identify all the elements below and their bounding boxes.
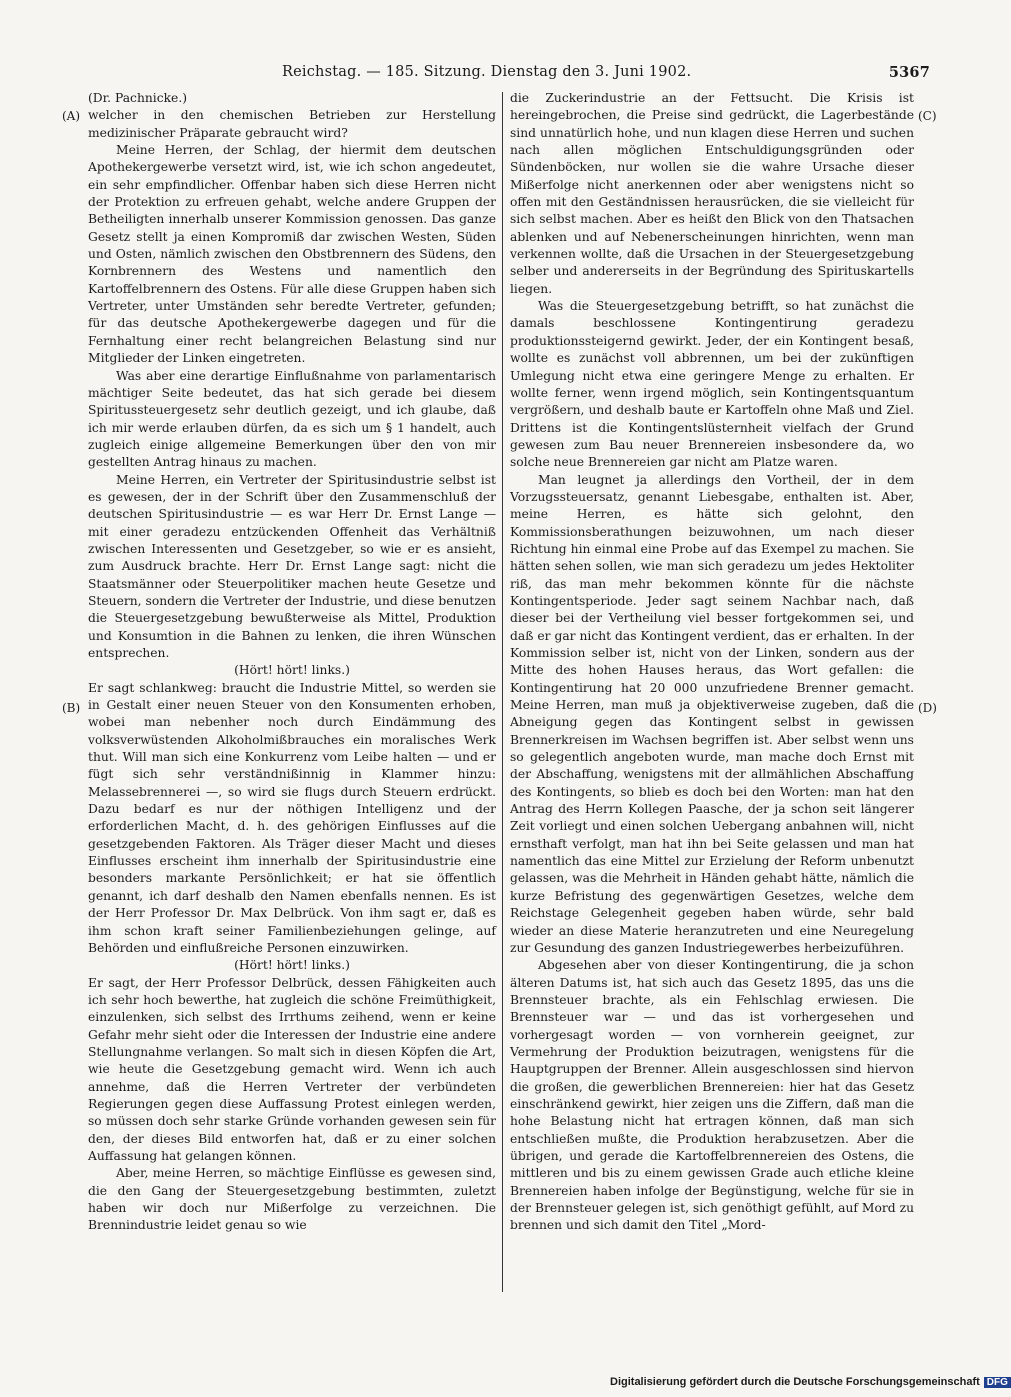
left-column [88,90,496,1235]
dfg-logo: DFG [984,1377,1011,1388]
margin-marker-b: (B) [62,701,81,715]
column-divider [502,92,503,1292]
paragraph: Meine Herren, der Schlag, der hiermit dem deutschen Apothekergewerbe versetzt wird, ist, wie ich schon angedeutet, ein sehr empfindlicher. Offenbar haben sich diese Herren nicht der Protektion zu erfreuen gehabt, welche andere Gruppen der Betheiligten innerhalb unserer Kommission genossen. Das ganze Gesetz stellt ja einen Kompromiß dar zwischen Westen, Süden und Osten, nämlich zwischen den Obstbrennern des Südens, den Kornbrennern des Westens und namentlich den Kartoffelbrennern des Ostens. Für alle diese Gruppen haben sich Vertreter, unter Umständen sehr beredte Vertreter, gefunden; für das deutsche Apothekergewerbe dagegen und für die Fernhaltung einer recht belangreichen Belastung sind nur Mitglieder der Linken eingetreten. [88,143,496,366]
paragraph: die Zuckerindustrie an der Fettsucht. Die Krisis ist hereingebrochen, die Preise sind gedrückt, die Lagerbestände sind unnatürlich hohe, und nun klagen diese Herren und suchen nach allen möglichen Entschuldigungsgründen oder Sündenböcken, nur wollen sie die wahre Ursache dieser Mißerfolge nicht anerkennen oder aber wenigstens nicht so offen mit den Geständnissen herausrücken, die sie vielleicht für sich selbst machen. Aber es heißt den Blick von den Thatsachen ablenken und auf Nebenerscheinungen hinrichten, wenn man verkennen wollte, daß die Ursachen in der Steuergesetzgebung selber und andererseits in der Begründung des Spirituskartells liegen. [510,91,914,296]
paragraph: welcher in den chemischen Betrieben zur Herstellung medizinischer Präparate gebraucht wird? [88,108,496,140]
page-footer [610,1376,1008,1394]
paragraph: Er sagt, der Herr Professor Delbrück, dessen Fähigkeiten auch ich sehr hoch bewerthe, hat zugleich die schöne Freimüthigkeit, einzulenken, sich selbst des Irrthums zeihend, wenn er keine Gefahr mehr sieht oder die Interessen der Industrie eine andere Stellungnahme verlangen. So malt sich in diesen Köpfen die Art, wie heute die Gesetzgebung gemacht wird. Wenn ich auch annehme, daß die Herren Vertreter der verbündeten Regierungen gegen diese Auffassung Protest einlegen werden, so müssen doch sehr starke Gründe vorhanden gewesen sein für den, der dieses Bild entworfen hat, daß er zu einer solchen Auffassung hat gelangen können. [88,975,496,1163]
paragraph: Meine Herren, ein Vertreter der Spiritusindustrie selbst ist es gewesen, der in der Schrift über den Zusammenschluß der deutschen Spiritusindustrie — es war Herr Dr. Ernst Lange — mit einer geradezu entzückenden Offenheit das Verhältniß zwischen Interessenten und Gesetzgeber, so wie er es ansieht, zum Ausdruck brachte. Herr Dr. Ernst Lange sagt: nicht die Staatsmänner oder Steuerpolitiker machen heute Gesetze und Steuern, sondern die Vertreter der Industrie, und diese benutzen die Steuergesetzgebung bewußterweise als Mittel, Produktion und Konsumtion in die Bahnen zu lenken, die ihren Wünschen entsprechen. [88,472,496,660]
paragraph: Er sagt schlankweg: braucht die Industrie Mittel, so werden sie in Gestalt einer neuen Steuer von den Konsumenten erhoben, wobei man nebenher noch durch Eindämmung des volksverwüstenden Alkoholmißbrauches ein moralisches Werk thut. Will man sich eine Konkurrenz vom Leibe halten — und er fügt sich sehr verständnißinnig in Klammer hinzu: Melassebrennerei —, so wird sie flugs durch Steuern erdrückt. Dazu bedarf es nur der nöthigen Intelligenz und der erforderlichen Macht, d. h. des gehörigen Einflusses auf die gesetzgebenden Faktoren. Als Träger dieser Macht und dieses Einflusses erscheint ihm innerhalb der Spiritusindustrie eine besonders markante Persönlichkeit; er hat sie öffentlich genannt, ich darf deshalb den Namen ebenfalls nennen. Es ist der Herr Professor Dr. Max Delbrück. Von ihm sagt er, daß es ihm schon kraft seiner Familienbeziehungen gelinge, auf Behörden und einflußreiche Personen einzuwirken. [88,680,496,955]
margin-marker-a: (A) [62,109,81,123]
funding-note: Digitalisierung gefördert durch die Deutsche Forschungsgemeinschaft [610,1376,980,1388]
paragraph: Aber, meine Herren, so mächtige Einflüsse es gewesen sind, die den Gang der Steuergesetzgebung bestimmten, zuletzt haben wir doch nur Mißerfolge zu verzeichnen. Die Brennindustrie leidet genau so wie [88,1166,496,1233]
speaker-name: (Dr. Pachnicke.) [88,91,188,105]
paragraph: Was aber eine derartige Einflußnahme von parlamentarisch mächtiger Seite bedeutet, das hat sich gerade bei diesem Spiritussteuergesetz sehr deutlich gezeigt, und ich glaube, daß ich mir werde erlauben dürfen, da es sich um § 1 handelt, auch zugleich einige allgemeine Bemerkungen über den von mir gestellten Antrag hinaus zu machen. [88,368,496,470]
margin-marker-c: (C) [918,109,937,123]
paragraph: Was die Steuergesetzgebung betrifft, so hat zunächst die damals beschlossene Kontingentirung geradezu produktionssteigernd gewirkt. Jeder, der ein Kontingent besaß, wollte es zunächst voll abbrennen, um bei der zukünftigen Umlegung nicht etwa eine geringere Menge zu erhalten. Er wollte ferner, wenn irgend möglich, sein Kontingentsquantum vergrößern, und deshalb baute er Kartoffeln ohne Maß und Ziel. Drittens ist die Kontingentslüsternheit vielfach der Grund gewesen zum Bau neuer Brennereien insbesondere da, wo solche neue Brennereien gar nicht am Platze waren. [510,299,914,470]
page-header [282,64,930,86]
margin-marker-d: (D) [918,701,937,715]
paragraph: Abgesehen aber von dieser Kontingentirung, die ja schon älteren Datums ist, hat sich auch das Gesetz 1895, das uns die Brennsteuer brachte, als ein Fehlschlag erwiesen. Die Brennsteuer war — und das ist vorhergesehen und vorhergesagt worden — von vornherein geeignet, zur Vermehrung der Produktion beizutragen, wenigstens für die Hauptgruppen der Brenner. Allein ausgeschlossen sind hiervon die großen, die gewerblichen Brennereien: hier hat das Gesetz einschränkend gewirkt, hier zeigen uns die Ziffern, daß man die hohe Belastung nicht hat ertragen können, daß man sich entschließen mußte, die Produktion herabzusetzen. Aber die übrigen, und gerade die Kartoffelbrennereien des Ostens, die mittleren und bis zu einem gewissen Grade auch etliche kleine Brennereien haben infolge der Begünstigung, welche für sie in der Brennsteuer gelegen ist, sich genöthigt gefühlt, auf Mord zu brennen und sich damit den Titel „Mord- [510,958,914,1233]
right-column [510,90,914,1235]
interjection: (Hört! hört! links.) [234,663,350,678]
running-title: Reichstag. — 185. Sitzung. Dienstag den 3. Juni 1902. [282,64,692,80]
paragraph: Man leugnet ja allerdings den Vortheil, der in dem Vorzugssteuersatz, genannt Liebesgabe, enthalten ist. Aber, meine Herren, es hätte sich gelohnt, den Kommissionsberathungen beizuwohnen, um nach dieser Richtung hin einmal eine Probe auf das Exempel zu machen. Sie hätten sehen sollen, wie man sich geradezu um jedes Hektoliter riß, das man mehr bekommen könnte für die nächste Kontingentsperiode. Jeder sagt seinem Nachbar nach, daß dieser bei der Vertheilung viel besser fortgekommen sei, und daß er gar nicht das Kontingent verdient, das er erhalten. In der Kommission selber ist, nicht von der Linken, sondern aus der Mitte des hohen Hauses heraus, das Wort gefallen: die Kontingentirung hat 20 000 unzufriedene Brenner gemacht. Meine Herren, man muß ja objektiverweise zugeben, daß die Abneigung gegen das Kontingent selbst in gewissen Brennerkreisen im Wachsen begriffen ist. Aber selbst wenn uns so gelegentlich angeboten wurde, man mache doch Ernst mit der Abschaffung, wenigstens mit der allmählichen Abschaffung des Kontingents, so blieb es doch bei den Worten: man hat den Antrag des Herrn Kollegen Paasche, der ja schon seit längerer Zeit vorliegt und einen solchen Uebergang anbahnen will, nicht ernsthaft verfolgt, man hat ihn bei Seite gelassen und man hat namentlich das eine Mittel zur Erzielung der Reform unbenutzt gelassen, was die Mehrheit in Händen gehabt hätte, nämlich die kurze Befristung des gegenwärtigen Gesetzes, welche dem Reichstage Gelegenheit gegeben haben würde, sehr bald wieder an diese Materie heranzutreten und eine Neuregelung zur Gesundung des ganzen Industriegewerbes herbeizuführen. [510,472,914,955]
page-number: 5367 [888,64,930,81]
interjection: (Hört! hört! links.) [234,958,350,973]
